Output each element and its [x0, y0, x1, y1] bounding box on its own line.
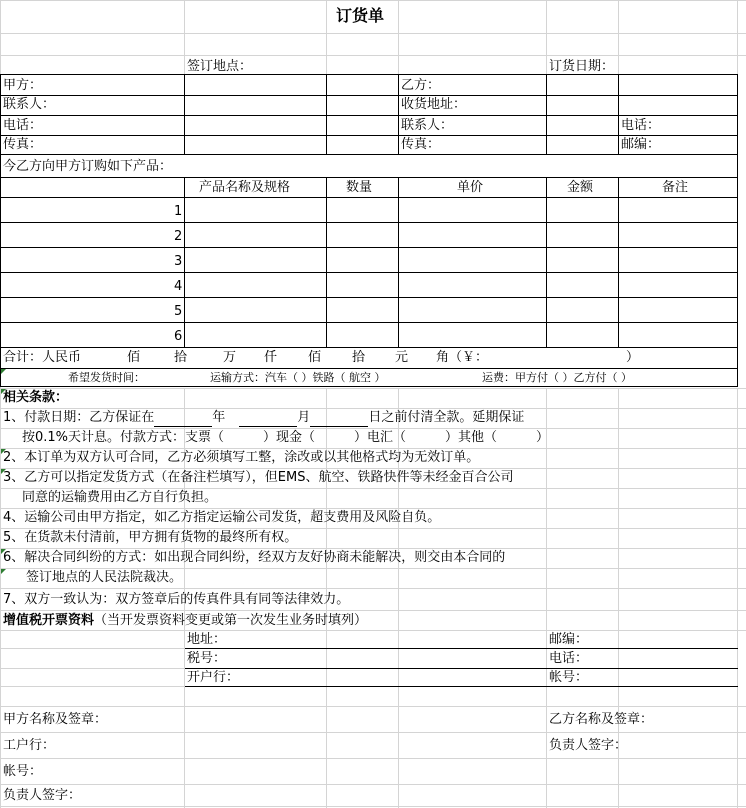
column-header-quantity: 数量 — [346, 180, 373, 195]
term-3: 3、乙方可以指定发货方式（在备注栏填写），但EMS、航空、铁路快件等未经金百合公司 — [3, 470, 514, 485]
order-intro: 今乙方向甲方订购如下产品： — [3, 159, 173, 174]
invoice-heading: 增值税开票资料 — [3, 613, 95, 628]
term-7: 7、双方一致认为：双方签章后的传真件具有同等法律效力。 — [3, 592, 350, 607]
total-unit: 元 — [395, 350, 409, 365]
signature-account-label: 帐号： — [3, 764, 43, 779]
total-unit: 仟 — [264, 350, 278, 365]
term-1-month: 月 — [297, 410, 311, 425]
party-b-postcode-label: 邮编： — [621, 137, 661, 152]
total-label: 合计：人民币 — [3, 350, 82, 365]
total-unit: ） — [626, 350, 640, 365]
term-6-cont: 签订地点的人民法院裁决。 — [26, 570, 183, 585]
cell-comment-marker — [1, 569, 6, 574]
party-b-signature-label: 乙方名称及签章： — [549, 712, 654, 727]
delivery-address-label: 收货地址： — [401, 97, 467, 112]
party-a-signature-label: 甲方名称及签章： — [3, 712, 108, 727]
total-unit: 拾 — [174, 350, 188, 365]
column-header-amount: 金额 — [567, 180, 594, 195]
invoice-account-label: 帐号： — [549, 670, 589, 685]
party-b-person-signature-label: 负责人签字： — [549, 738, 628, 753]
term-1-text-a: 1、付款日期：乙方保证在 — [3, 410, 155, 425]
term-2: 2、本订单为双方认可合同，乙方必须填写工整，涂改或以其他格式均为无效订单。 — [3, 450, 480, 465]
page-title: 订货单 — [336, 6, 385, 25]
invoice-phone-label: 电话： — [549, 651, 589, 666]
cell-comment-marker — [1, 549, 6, 554]
terms-heading: 相关条款： — [3, 390, 69, 405]
party-a-contact-label: 联系人： — [3, 97, 56, 112]
freight-label: 运费：甲方付（ ）乙方付（ ） — [482, 371, 632, 384]
shipping-method-label: 运输方式：汽车（ ）铁路（ 航空 ） — [210, 371, 386, 384]
term-3-cont: 同意的运输费用由乙方自行负担。 — [22, 490, 218, 505]
row-number: 3 — [174, 254, 183, 269]
party-a-fax-label: 传真： — [3, 137, 43, 152]
cell-comment-marker — [1, 449, 6, 454]
cell-comment-marker — [1, 469, 6, 474]
total-unit: 万 — [223, 350, 237, 365]
total-unit: 佰 — [127, 350, 141, 365]
party-b-phone-label: 电话： — [621, 118, 661, 133]
term-1-text-d: 日之前付清全款。延期保证 — [368, 410, 525, 425]
column-header-unit-price: 单价 — [457, 180, 484, 195]
party-a-person-signature-label: 负责人签字： — [3, 788, 82, 803]
party-b-contact-label: 联系人： — [401, 118, 454, 133]
row-number: 1 — [174, 204, 183, 219]
column-header-remarks: 备注 — [662, 180, 689, 195]
term-1 — [3, 409, 524, 427]
party-a-label: 甲方： — [3, 78, 43, 93]
cell-comment-marker — [1, 369, 6, 374]
invoice-heading-row — [3, 612, 367, 630]
sign-place-label: 签订地点： — [187, 59, 253, 74]
term-5: 5、在货款未付清前，甲方拥有货物的最终所有权。 — [3, 530, 298, 545]
total-unit: 拾 — [352, 350, 366, 365]
invoice-bank-label: 开户行： — [187, 670, 240, 685]
row-number: 2 — [174, 229, 183, 244]
invoice-note: （当开发票资料变更或第一次发生业务时填列） — [94, 613, 368, 628]
total-unit: 角（￥： — [436, 350, 489, 365]
term-6: 6、解决合同纠纷的方式：如出现合同纠纷，经双方友好协商未能解决，则交由本合同的 — [3, 550, 506, 565]
party-a-phone-label: 电话： — [3, 118, 43, 133]
invoice-address-label: 地址： — [187, 632, 227, 647]
delivery-time-label: 希望发货时间： — [68, 371, 145, 384]
row-number: 5 — [174, 304, 183, 319]
party-b-label: 乙方： — [401, 78, 441, 93]
total-unit: 佰 — [308, 350, 322, 365]
term-1-year: 年 — [212, 410, 226, 425]
invoice-tax-number-label: 税号： — [187, 651, 227, 666]
order-date-label: 订货日期： — [549, 59, 615, 74]
signature-bank-label: 工户行： — [3, 738, 56, 753]
row-number: 4 — [174, 279, 183, 294]
term-4: 4、运输公司由甲方指定，如乙方指定运输公司发货，超支费用及风险自负。 — [3, 510, 441, 525]
term-1-cont: 按0.1%天计息。付款方式：支票（ ）现金（ ）电汇（ ）其他（ ） — [22, 430, 550, 445]
row-number: 6 — [174, 329, 183, 344]
column-header-product: 产品名称及规格 — [199, 180, 291, 195]
party-b-fax-label: 传真： — [401, 137, 441, 152]
invoice-postcode-label: 邮编： — [549, 632, 589, 647]
cell-comment-marker — [1, 389, 6, 394]
